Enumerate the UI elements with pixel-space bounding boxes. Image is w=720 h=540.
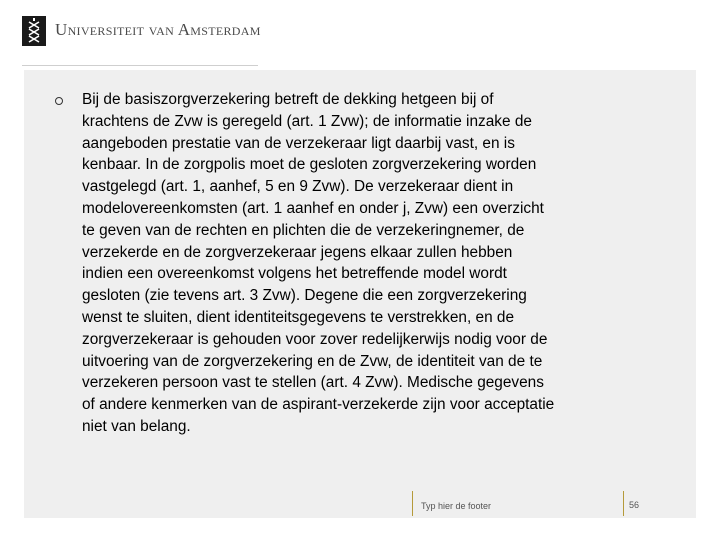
header-divider xyxy=(22,65,258,66)
uva-crest-icon xyxy=(22,16,46,46)
bullet-icon xyxy=(55,97,63,105)
footer-divider-left xyxy=(412,491,413,516)
page-number: 56 xyxy=(629,500,640,510)
footer-divider-right xyxy=(623,491,624,516)
bullet-text: Bij de basiszorgverzekering betreft de dekking hetgeen bij of krachtens de Zvw is geregeld (art. 1 Zvw); de informatie inzake de aangeboden prestatie van de verzekeraar ligt daarbij vast, en is kenbaar. In de zorgpolis moet de gesloten zorgverzekering worden vastgelegd (art. 1, aanhef, 5 en 9 Zvw). De verzekeraar dient in modelovereenkomsten (art. 1 aanhef en onder j, Zvw) een overzicht te geven van de rechten en plichten die de verzekeringnemer, de verzekerde en de zorgverzekeraar jegens elkaar zullen hebben indien een overeenkomst volgens het betreffende model wordt gesloten (zie tevens art. 3 Zvw). Degene die een zorgverzekering wenst te sluiten, dient identiteitsgegevens te verstrekken, en de zorgverzekeraar is gehouden voor zover redelijkerwijs nodig voor de uitvoering van de zorgverzekering en de Zvw, de identiteit van de te verzekeren persoon vast te stellen (art. 4 Zvw). Medische gegevens of andere kenmerken van de aspirant-verzekerde zijn voor acceptatie niet van belang. xyxy=(82,91,555,435)
slide-header xyxy=(0,0,720,68)
footer-text: Typ hier de footer xyxy=(421,501,492,511)
university-name: Universiteit van Amsterdam xyxy=(55,20,261,39)
